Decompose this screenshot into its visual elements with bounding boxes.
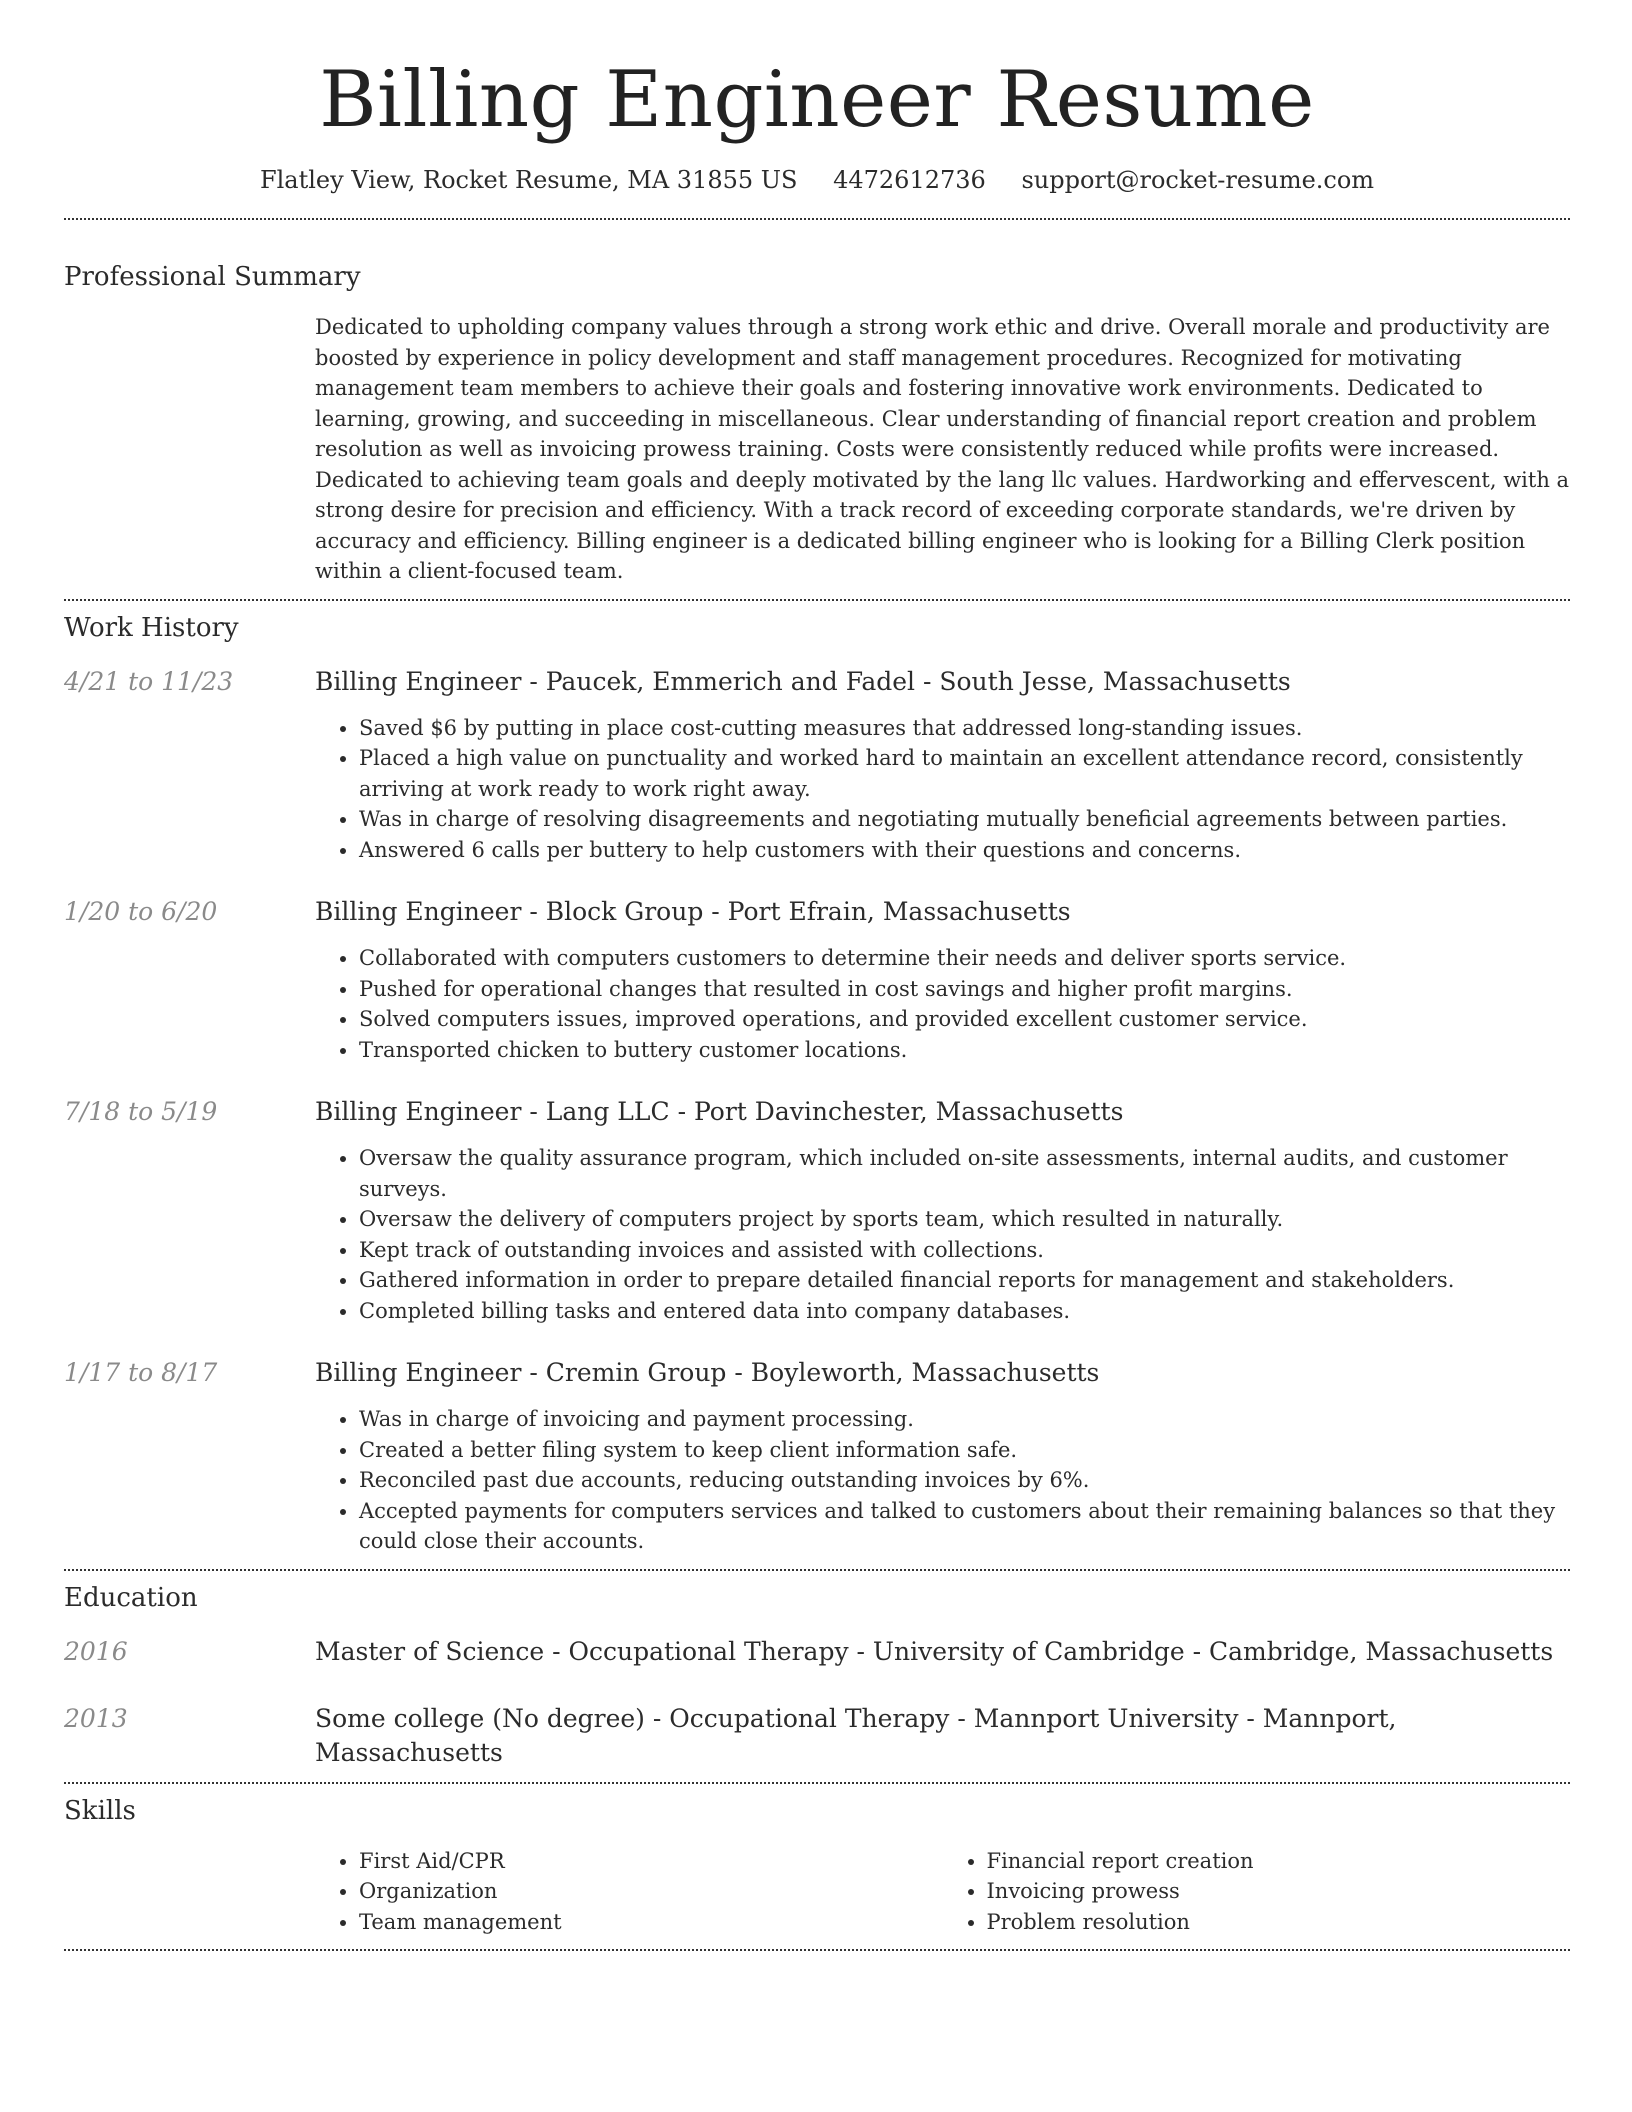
list-item: • Saved $6 by putting in place cost-cutting measures that addressed long-standing issues. [359,713,1570,744]
divider [64,599,1570,601]
skill-item: • Organization [359,1876,943,1907]
resume-page [64,0,1570,1951]
list-item: • Answered 6 calls per buttery to help customers with their questions and concerns. [359,835,1570,866]
divider [64,1782,1570,1784]
summary-section [64,260,1570,587]
job-title: Billing Engineer - Block Group - Port Efrain, Massachusetts [315,897,1071,926]
list-item: • Completed billing tasks and entered data into company databases. [359,1296,1570,1327]
section-title-summary: Professional Summary [64,262,361,292]
list-item: • Kept track of outstanding invoices and assisted with collections. [359,1235,1570,1266]
contact-email: support@rocket-resume.com [1021,166,1375,194]
skill-item: • Invoicing prowess [987,1876,1571,1907]
skill-item: • Team management [359,1907,943,1938]
education-degree: Some college (No degree) - Occupational Therapy - Mannport University - Mannport, Massachusetts [315,1703,1397,1767]
job-title: Billing Engineer - Lang LLC - Port Davinchester, Massachusetts [315,1097,1124,1126]
job-bullets [315,713,1570,866]
skill-item: • Financial report creation [987,1846,1571,1877]
skills-section [64,1794,1570,1938]
list-item: • Collaborated with computers customers to determine their needs and deliver sports service. [359,943,1570,974]
education-entry [64,1635,1570,1669]
summary-text: Dedicated to upholding company values through a strong work ethic and drive. Overall morale and productivity are boosted by experience in policy development and staff management procedures. Recognized for motivating management team members to achieve their goals and fostering innovative work environments. Dedicated to learning, growing, and succeeding in miscellaneous. Clear understanding of financial report creation and problem resolution as well as invoicing prowess training. Costs were consistently reduced while profits were increased. Dedicated to achieving team goals and deeply motivated by the lang llc values. Hardworking and effervescent, with a strong desire for precision and efficiency. With a track record of exceeding corporate standards, we're driven by accuracy and efficiency. Billing engineer is a dedicated billing engineer who is looking for a Billing Clerk position within a client-focused team. [315,315,1570,583]
skill-item: • First Aid/CPR [359,1846,943,1877]
education-section [64,1581,1570,1770]
divider [64,1569,1570,1571]
list-item: • Placed a high value on punctuality and worked hard to maintain an excellent attendance record, consistently arriving at work ready to work right away. [359,743,1570,804]
list-item: • Accepted payments for computers services and talked to customers about their remaining balances so that they could close their accounts. [359,1496,1570,1557]
list-item: • Solved computers issues, improved operations, and provided excellent customer service. [359,1004,1570,1035]
job-dates: 4/21 to 11/23 [64,666,234,696]
list-item: • Created a better filing system to keep client information safe. [359,1435,1570,1466]
list-item: • Was in charge of invoicing and payment processing. [359,1404,1570,1435]
work-history-section [64,611,1570,1557]
education-degree: Master of Science - Occupational Therapy - University of Cambridge - Cambridge, Massachusetts [315,1636,1554,1666]
divider [64,1949,1570,1951]
section-title-work-history: Work History [64,612,239,643]
skill-item: • Problem resolution [987,1907,1571,1938]
list-item: • Transported chicken to buttery customer locations. [359,1035,1570,1066]
list-item: • Oversaw the delivery of computers project by sports team, which resulted in naturally. [359,1204,1570,1235]
education-year: 2013 [64,1703,128,1733]
contact-line [64,164,1570,196]
list-item: • Pushed for operational changes that resulted in cost savings and higher profit margins. [359,974,1570,1005]
contact-address: Flatley View, Rocket Resume, MA 31855 US [259,166,798,194]
education-entry [64,1702,1570,1770]
job-entry [64,1356,1570,1557]
job-entry [64,895,1570,1065]
job-dates: 1/17 to 8/17 [64,1358,218,1387]
contact-phone: 4472612736 [833,166,986,194]
job-entry [64,665,1570,866]
job-title: Billing Engineer - Cremin Group - Boyleworth, Massachusetts [315,1358,1100,1387]
job-bullets [315,1143,1570,1326]
job-title: Billing Engineer - Paucek, Emmerich and Fadel - South Jesse, Massachusetts [315,666,1291,696]
list-item: • Gathered information in order to prepare detailed financial reports for management and stakeholders. [359,1265,1570,1296]
job-bullets [315,1404,1570,1557]
job-dates: 1/20 to 6/20 [64,897,218,926]
section-title-education: Education [64,1582,198,1613]
divider [64,218,1570,220]
list-item: • Oversaw the quality assurance program, which included on-site assessments, internal audits, and customer surveys. [359,1143,1570,1204]
resume-title: Billing Engineer Resume [319,55,1315,145]
list-item: • Reconciled past due accounts, reducing outstanding invoices by 6%. [359,1465,1570,1496]
education-year: 2016 [64,1636,128,1666]
job-bullets [315,943,1570,1065]
skills-list-left [315,1846,943,1938]
job-dates: 7/18 to 5/19 [64,1097,218,1126]
section-title-skills: Skills [64,1795,136,1826]
skills-list-right [943,1846,1571,1938]
job-entry [64,1095,1570,1326]
list-item: • Was in charge of resolving disagreements and negotiating mutually beneficial agreements between parties. [359,804,1570,835]
